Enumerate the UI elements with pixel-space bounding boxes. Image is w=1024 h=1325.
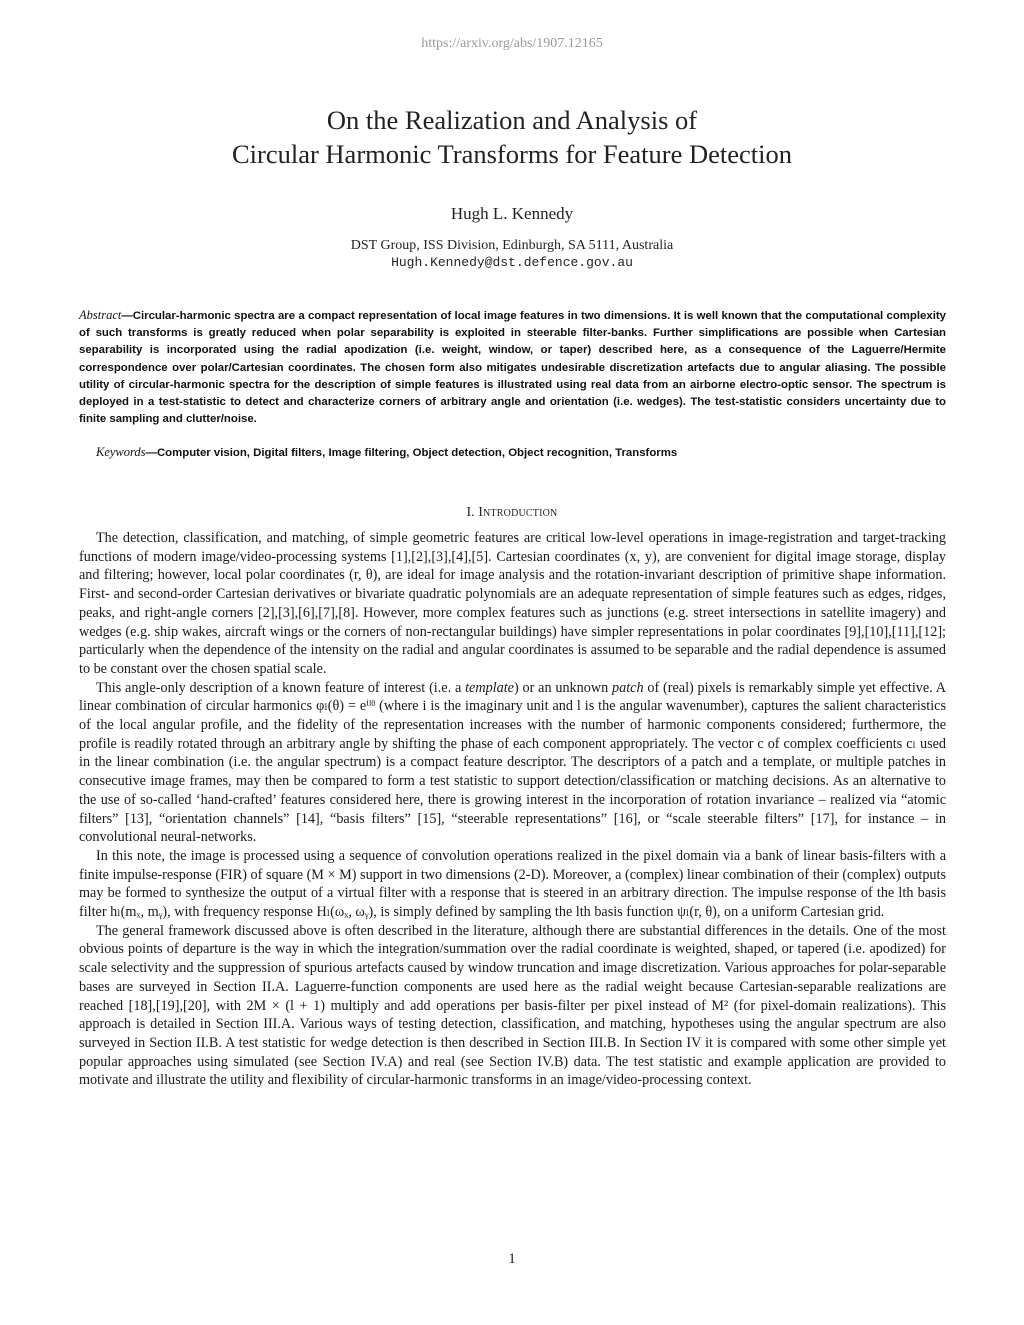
section-number: I. <box>466 505 475 520</box>
author-affiliation: DST Group, ISS Division, Edinburgh, SA 5111, Australia <box>350 238 674 253</box>
emphasis-template: template <box>465 679 514 696</box>
abstract-label: Abstract <box>79 308 122 322</box>
section-title: Introduction <box>478 505 558 520</box>
arxiv-url[interactable]: https://arxiv.org/abs/1907.12165 <box>421 36 603 51</box>
emphasis-patch: patch <box>612 679 644 696</box>
keywords-text: —Computer vision, Digital filters, Image filtering, Object detection, Object recognition, Transforms <box>145 447 678 459</box>
paragraph: In this note, the image is processed using a sequence of convolution operations realized in the pixel domain via a bank of linear basis-filters with a finite impulse-response (FIR) of square (M × M) support in two dimensions (2-D). Moreover, a (complex) linear combination of their (complex) outputs may be formed to synthesize the output of a virtual filter with a response that is steered in an arbitrary direction. The impulse response of the lth basis filter hₗ(mₓ, mᵧ), with frequency response Hₗ(ωₓ, ωᵧ), is simply defined by sampling the lth basis function ψₗ(r, θ), on a uniform Cartesian grid. <box>79 847 946 921</box>
paragraph <box>79 679 946 847</box>
author-email[interactable]: Hugh.Kennedy@dst.defence.gov.au <box>391 255 633 270</box>
paragraph-text: of (real) pixels is remarkably simple yet effective. A linear combination of circular harmonics φₗ(θ) = eⁱˡᶿ (where i is the imaginary unit and l is the angular wavenumber), captures the salient characteristics of the local angular profile, and the fidelity of the representation increases with the number of harmonic components considered; furthermore, the profile is readily rotated through an arbitrary angle by shifting the phase of each component appropriately. The vector c of complex coefficients cₗ used in the linear combination (i.e. the angular spectrum) is a compact feature descriptor. The descriptors of a patch and a template, or multiple patches in consecutive image frames, may then be compared to form a test statistic to support detection/classification or matching decisions. As an alternative to the use of so-called ‘hand-crafted’ features considered here, there is growing interest in the incorporation of rotation invariance – realized via “atomic filters” [13], “orientation channels” [14], “basis filters” [15], “steerable representations” [16], or “scale steerable filters” [17], for instance – in convolutional neural-networks. <box>79 679 947 846</box>
paragraph-text: ) or an unknown <box>513 679 613 696</box>
paragraph: The detection, classification, and matching, of simple geometric features are critical low-level operations in image-registration and target-tracking functions of modern image/video-processing systems [1],[2],[3],[4],[5]. Cartesian coordinates (x, y), are convenient for digital image storage, display and filtering; however, local polar coordinates (r, θ), are ideal for image analysis and the rotation-invariant description of primitive shape information. First- and second-order Cartesian derivatives or bivariate quadratic polynomials are an adequate representation of simple features such as edges, ridges, peaks, and right-angle corners [2],[3],[6],[7],[8]. However, more complex features such as junctions (e.g. street intersections in satellite imagery) and wedges (e.g. ship wakes, aircraft wings or the corners of non-rectangular buildings) have simpler representations in polar coordinates [9],[10],[11],[12]; particularly when the dependence of the intensity on the radial and angular coordinates is assumed to be separable and the radial dependence is assumed to be constant over the chosen spatial scale. <box>79 530 946 677</box>
title-line-2: Circular Harmonic Transforms for Feature Detection <box>231 139 793 169</box>
section-heading <box>0 505 1024 521</box>
author-name: Hugh L. Kennedy <box>450 204 574 223</box>
keywords-label: Keywords <box>96 445 146 459</box>
abstract <box>79 307 946 428</box>
paper-title <box>0 103 1024 171</box>
abstract-text: —Circular-harmonic spectra are a compact representation of local image features in two dimensions. It is well known that the computational complexity of such transforms is greatly reduced when polar separability is exploited in steerable filter-banks. Further simplifications are possible when Cartesian separability is incorporated using the radial apodization (i.e. weight, window, or taper) described here, as a consequence of the Laguerre/Hermite correspondence over polar/Cartesian coordinates. The chosen form also mitigates undesirable discretization artefacts due to angular aliasing. The possible utility of circular-harmonic spectra for the description of simple features is illustrated using real data from an airborne electro-optic sensor. The spectrum is deployed in a test-statistic to detect and characterize corners of arbitrary angle and orientation (i.e. wedges). The test-statistic considers uncertainty due to finite sampling and clutter/noise. <box>79 310 946 426</box>
body-text <box>79 529 946 1090</box>
keywords <box>96 444 946 462</box>
paragraph: The general framework discussed above is often described in the literature, although there are substantial differences in the details. One of the most obvious points of departure is the way in which the integration/summation over the radial coordinate is weighted, shaped, or tapered (i.e. apodized) for scale selectivity and the suppression of spurious artefacts caused by window truncation and image discretization. Various approaches for polar-separable bases are surveyed in Section II.A. Laguerre-function components are used here as the radial weight because Cartesian-separable realizations are reached [18],[19],[20], with 2M × (l + 1) multiply and add operations per basis-filter per pixel instead of M² (for pixel-domain realizations). This approach is detailed in Section III.A. Various ways of testing detection, classification, and matching, hypotheses using the angular spectrum are also surveyed in Section II.B. A test statistic for wedge detection is then described in Section III.B. In Section IV it is compared with some other simple yet popular approaches using simulated (see Section IV.A) and real (see Section IV.B) data. The test statistic and example application are provided to motivate and illustrate the utility and flexibility of circular-harmonic transforms in an image/video-processing context. <box>79 922 946 1089</box>
title-line-1: On the Realization and Analysis of <box>326 105 698 135</box>
page-number: 1 <box>508 1251 516 1267</box>
paragraph-text: This angle-only description of a known feature of interest (i.e. a <box>96 679 466 696</box>
